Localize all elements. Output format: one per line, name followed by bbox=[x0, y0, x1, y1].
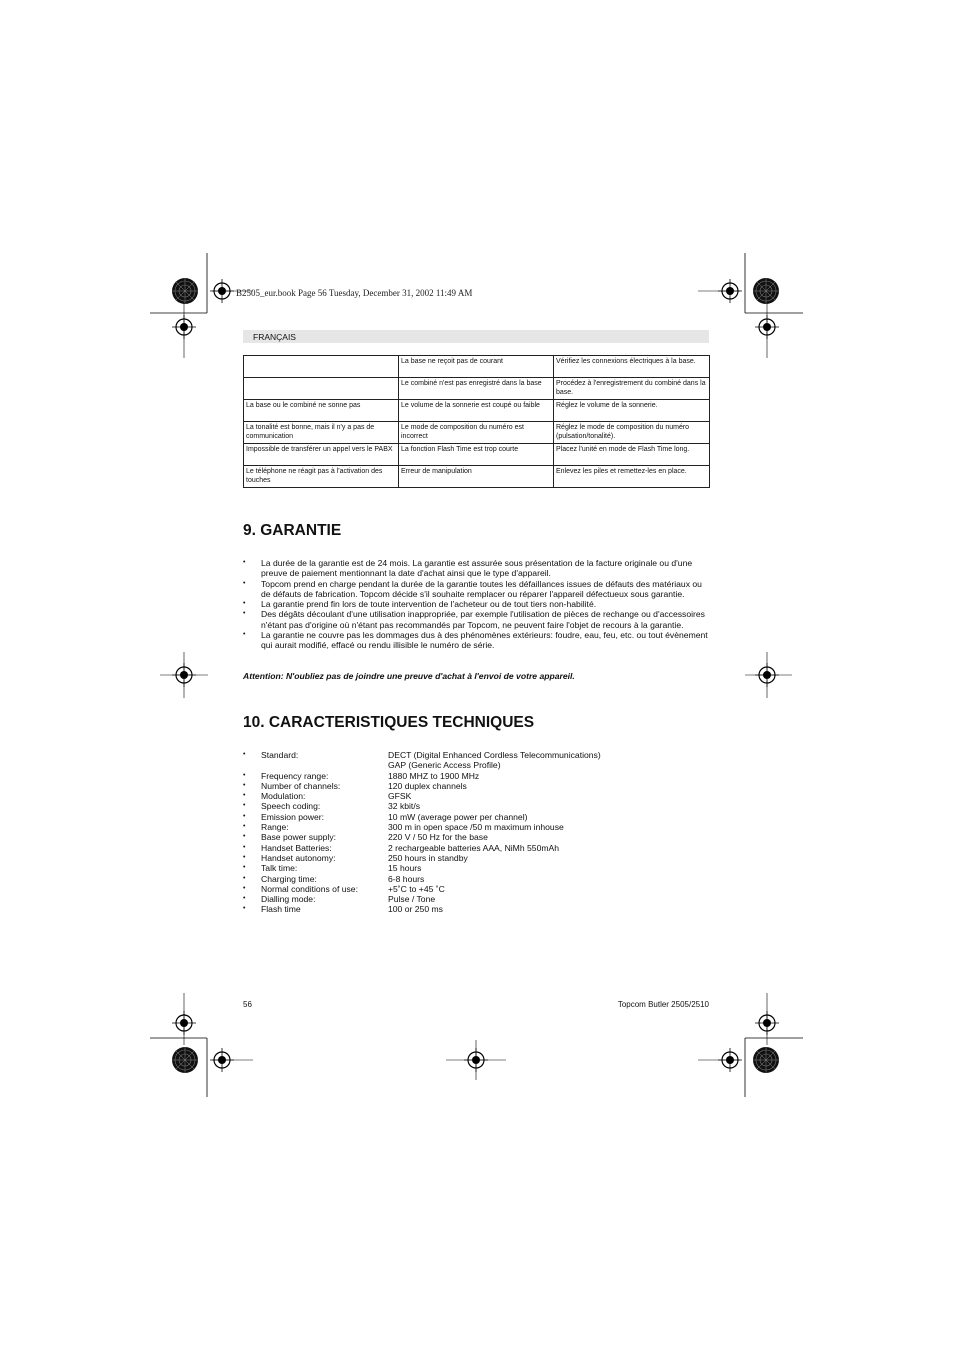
spec-label: Emission power: bbox=[261, 811, 325, 822]
bullet-icon: • bbox=[243, 874, 246, 882]
list-item: • Des dégâts découlant d'une utilisation inappropriée, par exemple l'utilisation de pièces de rechange ou d'accessoires n'étant pas d'origine où n'étant pas recommandés par Topcom, ne peuvent faire l'objet de recours à la garantie. bbox=[243, 609, 711, 630]
table-cell: Placez l'unité en mode de Flash Time long. bbox=[554, 444, 710, 466]
spec-label: Talk time: bbox=[261, 863, 298, 874]
spec-row bbox=[243, 894, 711, 904]
spec-row bbox=[243, 771, 711, 781]
table-cell: Réglez le volume de la sonnerie. bbox=[554, 400, 710, 422]
spec-value: 100 or 250 ms bbox=[388, 904, 443, 915]
spec-value: 32 kbit/s bbox=[388, 801, 421, 812]
bullet-icon: • bbox=[243, 833, 246, 841]
table-row bbox=[244, 422, 710, 444]
bullet-icon: • bbox=[243, 853, 246, 861]
table-cell: Le combiné n'est pas enregistré dans la base bbox=[399, 378, 554, 400]
specs-list bbox=[243, 750, 711, 915]
bullet-icon: • bbox=[243, 823, 246, 831]
spec-value: 250 hours in standby bbox=[388, 852, 468, 863]
spec-row bbox=[243, 781, 711, 791]
spec-label: Base power supply: bbox=[261, 832, 336, 843]
table-row bbox=[244, 356, 710, 378]
spec-value: 300 m in open space /50 m maximum inhouse bbox=[388, 822, 564, 833]
spec-row bbox=[243, 853, 711, 863]
spec-value: 1880 MHZ to 1900 MHz bbox=[388, 770, 480, 781]
spec-row bbox=[243, 904, 711, 914]
spec-row bbox=[243, 874, 711, 884]
garantie-title: 9. GARANTIE bbox=[243, 522, 342, 539]
table-cell: La base ou le combiné ne sonne pas bbox=[244, 400, 399, 422]
bullet-icon: • bbox=[243, 802, 246, 810]
language-bar bbox=[243, 330, 709, 343]
table-row bbox=[244, 444, 710, 466]
spec-value: +5˚C to +45 ˚C bbox=[388, 883, 445, 894]
spec-value: 6-8 hours bbox=[388, 873, 425, 884]
spec-row bbox=[243, 863, 711, 873]
table-cell bbox=[244, 378, 399, 400]
table-cell: Enlevez les piles et remettez-les en place. bbox=[554, 466, 710, 488]
bullet-icon: • bbox=[243, 792, 246, 800]
list-item: • La garantie ne couvre pas les dommages dus à des phénomènes extérieurs: foudre, eau, feu, etc. ou tout évènement qui aurait modifié, effacé ou rendu illisible le numéro de série. bbox=[243, 630, 711, 651]
spec-row bbox=[243, 884, 711, 894]
bullet-icon: • bbox=[243, 905, 246, 913]
spec-value: GFSK bbox=[388, 791, 412, 802]
spec-label: Normal conditions of use: bbox=[261, 883, 358, 894]
table-cell: Le volume de la sonnerie est coupé ou faible bbox=[399, 400, 554, 422]
spec-label: Handset Batteries: bbox=[261, 842, 332, 853]
spec-row bbox=[243, 843, 711, 853]
bullet-icon: • bbox=[243, 771, 246, 779]
table-row bbox=[244, 378, 710, 400]
spec-row bbox=[243, 832, 711, 842]
table-cell: La tonalité est bonne, mais il n'y a pas de communication bbox=[244, 422, 399, 444]
garantie-list bbox=[243, 558, 711, 651]
bullet-icon: • bbox=[243, 864, 246, 872]
spec-label: Standard: bbox=[261, 750, 299, 760]
table-cell: La base ne reçoit pas de courant bbox=[399, 356, 554, 378]
spec-value: DECT (Digital Enhanced Cordless Telecommunications) GAP (Generic Access Profile) bbox=[388, 750, 601, 771]
troubleshooting-table bbox=[243, 355, 710, 488]
spec-row bbox=[243, 812, 711, 822]
spec-row bbox=[243, 822, 711, 832]
list-item: • La durée de la garantie est de 24 mois. La garantie est assurée sous présentation de la facture originale ou d'une preuve de paiement mentionnant la date d'achat ainsi que le type d'appareil. bbox=[243, 558, 711, 579]
spec-label: Flash time bbox=[261, 904, 301, 915]
specs-title: 10. CARACTERISTIQUES TECHNIQUES bbox=[243, 714, 535, 731]
spec-label: Range: bbox=[261, 822, 289, 833]
table-cell: La fonction Flash Time est trop courte bbox=[399, 444, 554, 466]
spec-label: Frequency range: bbox=[261, 770, 329, 781]
spec-row bbox=[243, 801, 711, 811]
spec-row bbox=[243, 750, 711, 771]
spec-value: 2 rechargeable batteries AAA, NiMh 550mAh bbox=[388, 842, 560, 853]
table-cell: Le téléphone ne réagit pas à l'activation des touches bbox=[244, 466, 399, 488]
spec-value: Pulse / Tone bbox=[388, 894, 436, 905]
spec-value: 220 V / 50 Hz for the base bbox=[388, 832, 488, 843]
spec-value: 120 duplex channels bbox=[388, 780, 467, 791]
table-cell: Le mode de composition du numéro est incorrect bbox=[399, 422, 554, 444]
bullet-icon: • bbox=[243, 884, 246, 892]
spec-label: Speech coding: bbox=[261, 801, 321, 812]
bullet-icon: • bbox=[243, 781, 246, 789]
spec-label: Charging time: bbox=[261, 873, 317, 884]
spec-label: Dialling mode: bbox=[261, 894, 316, 905]
spec-value: 10 mW (average power per channel) bbox=[388, 811, 528, 822]
bullet-icon: • bbox=[243, 843, 246, 851]
table-cell bbox=[244, 356, 399, 378]
table-row bbox=[244, 466, 710, 488]
table-cell: Vérifiez les connexions électriques à la base. bbox=[554, 356, 710, 378]
bullet-icon: • bbox=[243, 812, 246, 820]
table-cell: Erreur de manipulation bbox=[399, 466, 554, 488]
bullet-icon: • bbox=[243, 895, 246, 903]
spec-row bbox=[243, 791, 711, 801]
spec-label: Handset autonomy: bbox=[261, 852, 336, 863]
product-name: Topcom Butler 2505/2510 bbox=[617, 1000, 709, 1009]
table-cell: Procédez à l'enregistrement du combiné dans la base. bbox=[554, 378, 710, 400]
list-item: • La garantie prend fin lors de toute intervention de l'acheteur ou de tout tiers non-habilité. bbox=[243, 599, 711, 609]
page-number: 56 bbox=[243, 1000, 252, 1009]
table-row bbox=[244, 400, 710, 422]
spec-label: Modulation: bbox=[261, 791, 306, 802]
list-item: • Topcom prend en charge pendant la durée de la garantie toutes les défaillances issues de défauts des matériaux ou de défauts de fabrication. Topcom décide s'il souhaite remplacer ou réparer l'appareil défectueux sous garantie. bbox=[243, 579, 711, 600]
spec-label: Number of channels: bbox=[261, 780, 341, 791]
spec-value: 15 hours bbox=[388, 863, 422, 874]
print-info: B2505_eur.book Page 56 Tuesday, December 31, 2002 11:49 AM bbox=[236, 288, 473, 298]
language-label: FRANÇAIS bbox=[253, 332, 296, 342]
attention-note: Attention: N'oubliez pas de joindre une preuve d'achat à l'envoi de votre appareil. bbox=[243, 671, 575, 681]
table-cell: Impossible de transférer un appel vers le PABX bbox=[244, 444, 399, 466]
table-cell: Réglez le mode de composition du numéro (pulsation/tonalité). bbox=[554, 422, 710, 444]
bullet-icon: • bbox=[243, 751, 246, 758]
